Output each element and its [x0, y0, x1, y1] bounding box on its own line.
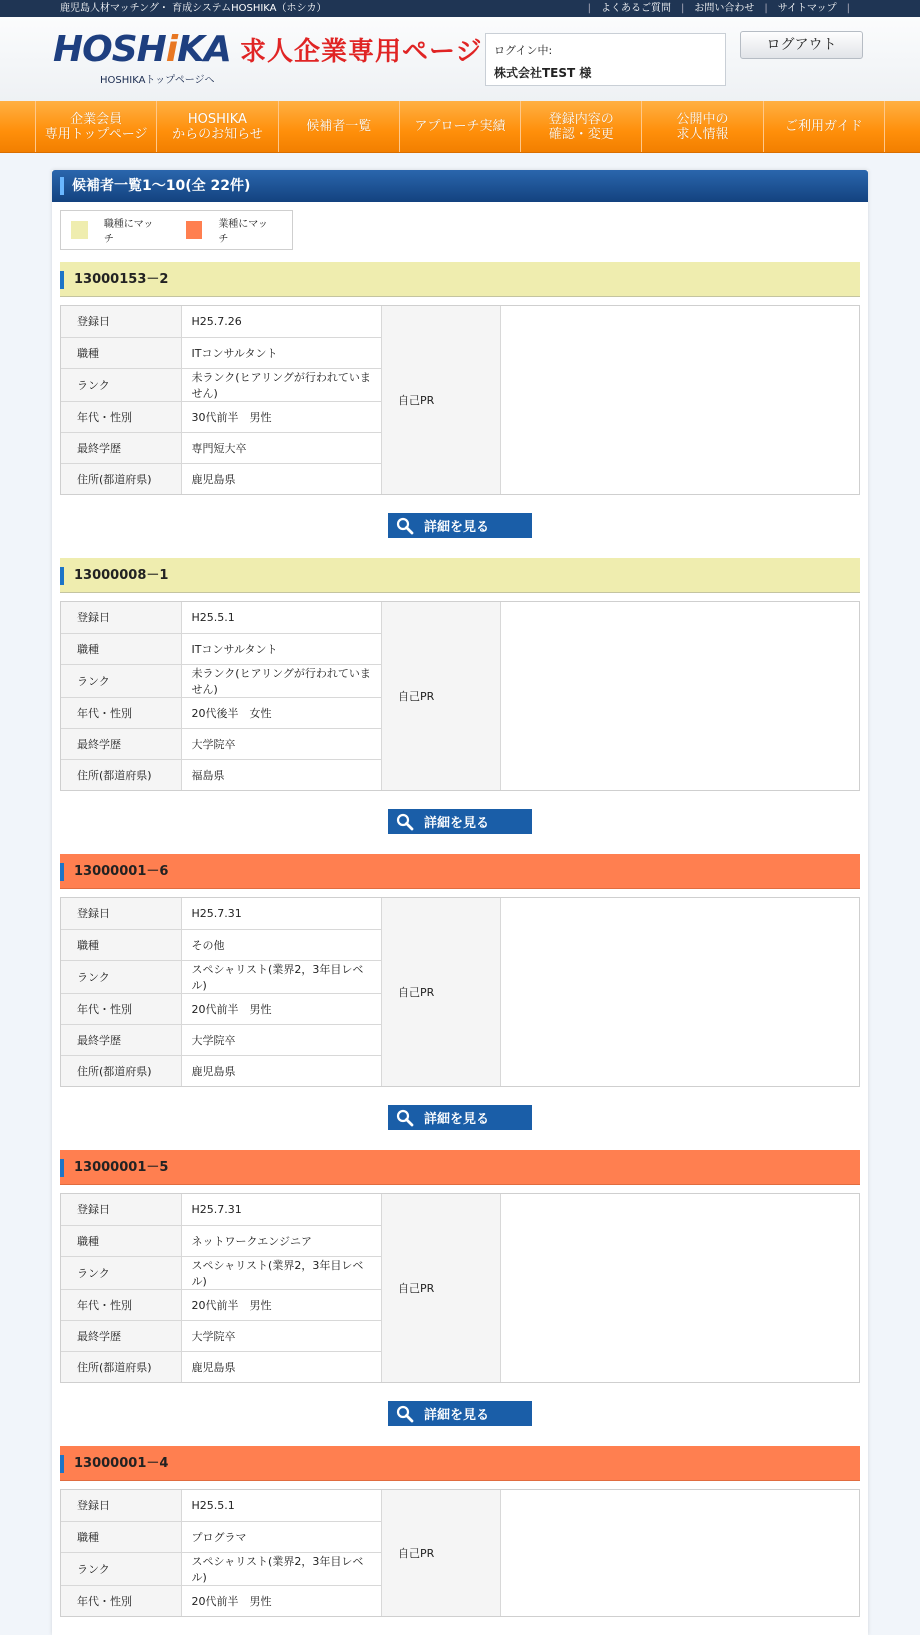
field-label: 最終学歴 [61, 1320, 181, 1351]
top-links: | よくあるご質問 | お問い合わせ | サイトマップ | [578, 0, 860, 17]
field-label: 登録日 [61, 306, 181, 337]
job-match-swatch [71, 221, 88, 239]
self-pr-label: 自己PR [381, 1194, 501, 1382]
field-value: H25.5.1 [181, 1490, 381, 1521]
logout-button[interactable]: ログアウト [740, 31, 863, 59]
field-value: 未ランク(ヒアリングが行われていません) [181, 664, 381, 697]
match-legend [60, 210, 293, 250]
view-detail-button[interactable] [388, 1401, 532, 1426]
field-value: スペシャリスト(業界2，3年目レベル) [181, 1256, 381, 1289]
page-label: 求人企業専用ページ [240, 37, 483, 67]
candidate-header: 13000001－4 [60, 1446, 860, 1481]
search-icon [396, 517, 414, 535]
table-row [61, 929, 381, 960]
self-pr-label: 自己PR [381, 898, 501, 1086]
hoshika-logo[interactable]: HOSHiKA [53, 29, 231, 70]
field-label: 登録日 [61, 1490, 181, 1521]
table-row [61, 633, 381, 664]
self-pr-value [501, 602, 859, 790]
field-label: ランク [61, 664, 181, 697]
header [0, 17, 920, 101]
field-label: 職種 [61, 929, 181, 960]
view-detail-label: 詳細を見る [424, 1112, 490, 1127]
table-row [61, 728, 381, 759]
nav-news[interactable]: HOSHIKA からのお知らせ [157, 101, 278, 152]
table-row [61, 1225, 381, 1256]
field-label: 登録日 [61, 602, 181, 633]
view-detail-label: 詳細を見る [424, 816, 490, 831]
field-label: 住所(都道府県) [61, 463, 181, 494]
field-value: スペシャリスト(業界2，3年目レベル) [181, 1552, 381, 1585]
field-label: 職種 [61, 633, 181, 664]
field-label: 住所(都道府県) [61, 1055, 181, 1086]
candidate-header: 13000001－6 [60, 854, 860, 889]
industry-match-swatch [186, 221, 203, 239]
field-value: H25.5.1 [181, 602, 381, 633]
self-pr-value [501, 898, 859, 1086]
search-icon [396, 1109, 414, 1127]
candidate-info-table [60, 1193, 860, 1383]
table-row [61, 401, 381, 432]
self-pr-label: 自己PR [381, 306, 501, 494]
login-label: ログイン中: [494, 44, 553, 57]
field-value: ITコンサルタント [181, 633, 381, 664]
table-row [61, 898, 381, 929]
field-value: 20代前半 男性 [181, 1289, 381, 1320]
field-value: 大学院卒 [181, 1320, 381, 1351]
table-row [61, 1320, 381, 1351]
table-row [61, 1351, 381, 1382]
table-row [61, 368, 381, 401]
field-value: 20代後半 女性 [181, 697, 381, 728]
field-value: 鹿児島県 [191, 472, 236, 486]
field-value: 大学院卒 [181, 728, 381, 759]
candidate-header: 13000001－5 [60, 1150, 860, 1185]
candidate-info-table [60, 1489, 860, 1617]
field-value: 20代前半 男性 [181, 993, 381, 1024]
field-label: 年代・性別 [61, 697, 181, 728]
table-row [61, 1490, 381, 1521]
candidate-info-table [60, 601, 860, 791]
field-label: 住所(都道府県) [61, 759, 181, 790]
field-value: H25.7.31 [181, 1194, 381, 1225]
field-label: 年代・性別 [61, 1585, 181, 1616]
self-pr-label: 自己PR [381, 602, 501, 790]
field-value: H25.7.31 [181, 898, 381, 929]
field-value: プログラマ [181, 1521, 381, 1552]
field-value: その他 [181, 929, 381, 960]
field-label: 職種 [61, 1225, 181, 1256]
site-name: 鹿児島人材マッチング・ 育成システムHOSHIKA（ホシカ） [60, 3, 327, 14]
field-label: 年代・性別 [61, 1289, 181, 1320]
field-value: 専門短大卒 [181, 432, 381, 463]
logo-top-link[interactable]: HOSHIKAトップページへ [100, 75, 215, 86]
nav-guide[interactable]: ご利用ガイド [764, 101, 885, 152]
field-label: 登録日 [61, 898, 181, 929]
self-pr-label: 自己PR [381, 1490, 501, 1616]
field-label: ランク [61, 1552, 181, 1585]
sitemap-link[interactable]: サイトマップ [777, 3, 837, 14]
faq-link[interactable]: よくあるご質問 [600, 3, 671, 14]
view-detail-button[interactable] [388, 1105, 532, 1130]
nav-approach[interactable]: アプローチ実績 [400, 101, 521, 152]
contact-link[interactable]: お問い合わせ [694, 3, 755, 14]
field-value: 30代前半 男性 [181, 401, 381, 432]
field-label: 年代・性別 [61, 401, 181, 432]
nav-company-top[interactable]: 企業会員 専用トップページ [35, 101, 157, 152]
field-label: 最終学歴 [61, 728, 181, 759]
field-value: 鹿児島県 [191, 1360, 236, 1374]
table-row [61, 1521, 381, 1552]
table-row [61, 1194, 381, 1225]
field-value: 未ランク(ヒアリングが行われていません) [181, 368, 381, 401]
field-label: 年代・性別 [61, 993, 181, 1024]
field-label: 住所(都道府県) [61, 1351, 181, 1382]
self-pr-value [501, 1490, 859, 1616]
table-row [61, 1024, 381, 1055]
field-value: 20代前半 男性 [191, 1594, 272, 1608]
self-pr-value [501, 1194, 859, 1382]
candidate-list-panel [52, 170, 868, 1635]
field-label: 最終学歴 [61, 1024, 181, 1055]
login-user: 株式会社TEST 様 [494, 66, 592, 80]
field-value: 鹿児島県 [191, 1064, 236, 1078]
view-detail-button[interactable] [388, 809, 532, 834]
field-label: 登録日 [61, 1194, 181, 1225]
industry-match-label: 業種にマッチ [218, 219, 268, 245]
view-detail-label: 詳細を見る [424, 520, 490, 535]
table-row [61, 337, 381, 368]
field-value: スペシャリスト(業界2，3年目レベル) [181, 960, 381, 993]
table-row [61, 306, 381, 337]
table-row [61, 759, 381, 790]
table-row [61, 664, 381, 697]
field-value: ITコンサルタント [181, 337, 381, 368]
view-detail-button[interactable] [388, 513, 532, 538]
search-icon [396, 1405, 414, 1423]
table-row [61, 1552, 381, 1585]
top-strip [0, 0, 920, 17]
table-row [61, 1585, 381, 1616]
candidate-info-table [60, 897, 860, 1087]
nav-registration[interactable]: 登録内容の 確認・変更 [521, 101, 642, 152]
table-row [61, 463, 381, 494]
field-value: 大学院卒 [181, 1024, 381, 1055]
nav-job-info[interactable]: 公開中の 求人情報 [642, 101, 763, 152]
view-detail-label: 詳細を見る [424, 1408, 490, 1423]
table-row [61, 1256, 381, 1289]
table-row [61, 960, 381, 993]
table-row [61, 993, 381, 1024]
field-label: ランク [61, 368, 181, 401]
main-nav [0, 101, 920, 153]
table-row [61, 697, 381, 728]
page-title: 候補者一覧1～10(全 22件) [52, 170, 868, 202]
field-value: ネットワークエンジニア [181, 1225, 381, 1256]
candidate-list [60, 262, 860, 1617]
login-info-box [485, 33, 726, 86]
field-label: 職種 [61, 1521, 181, 1552]
field-label: 最終学歴 [61, 432, 181, 463]
field-label: ランク [61, 960, 181, 993]
self-pr-value [501, 306, 859, 494]
field-label: ランク [61, 1256, 181, 1289]
search-icon [396, 813, 414, 831]
table-row [61, 1289, 381, 1320]
candidate-info-table [60, 305, 860, 495]
job-match-label: 職種にマッチ [103, 219, 154, 245]
table-row [61, 432, 381, 463]
candidate-header: 13000008－1 [60, 558, 860, 593]
nav-candidates[interactable]: 候補者一覧 [279, 101, 400, 152]
table-row [61, 1055, 381, 1086]
field-label: 職種 [61, 337, 181, 368]
field-value: H25.7.26 [181, 306, 381, 337]
field-value: 福島県 [191, 768, 225, 782]
table-row [61, 602, 381, 633]
candidate-header: 13000153－2 [60, 262, 860, 297]
